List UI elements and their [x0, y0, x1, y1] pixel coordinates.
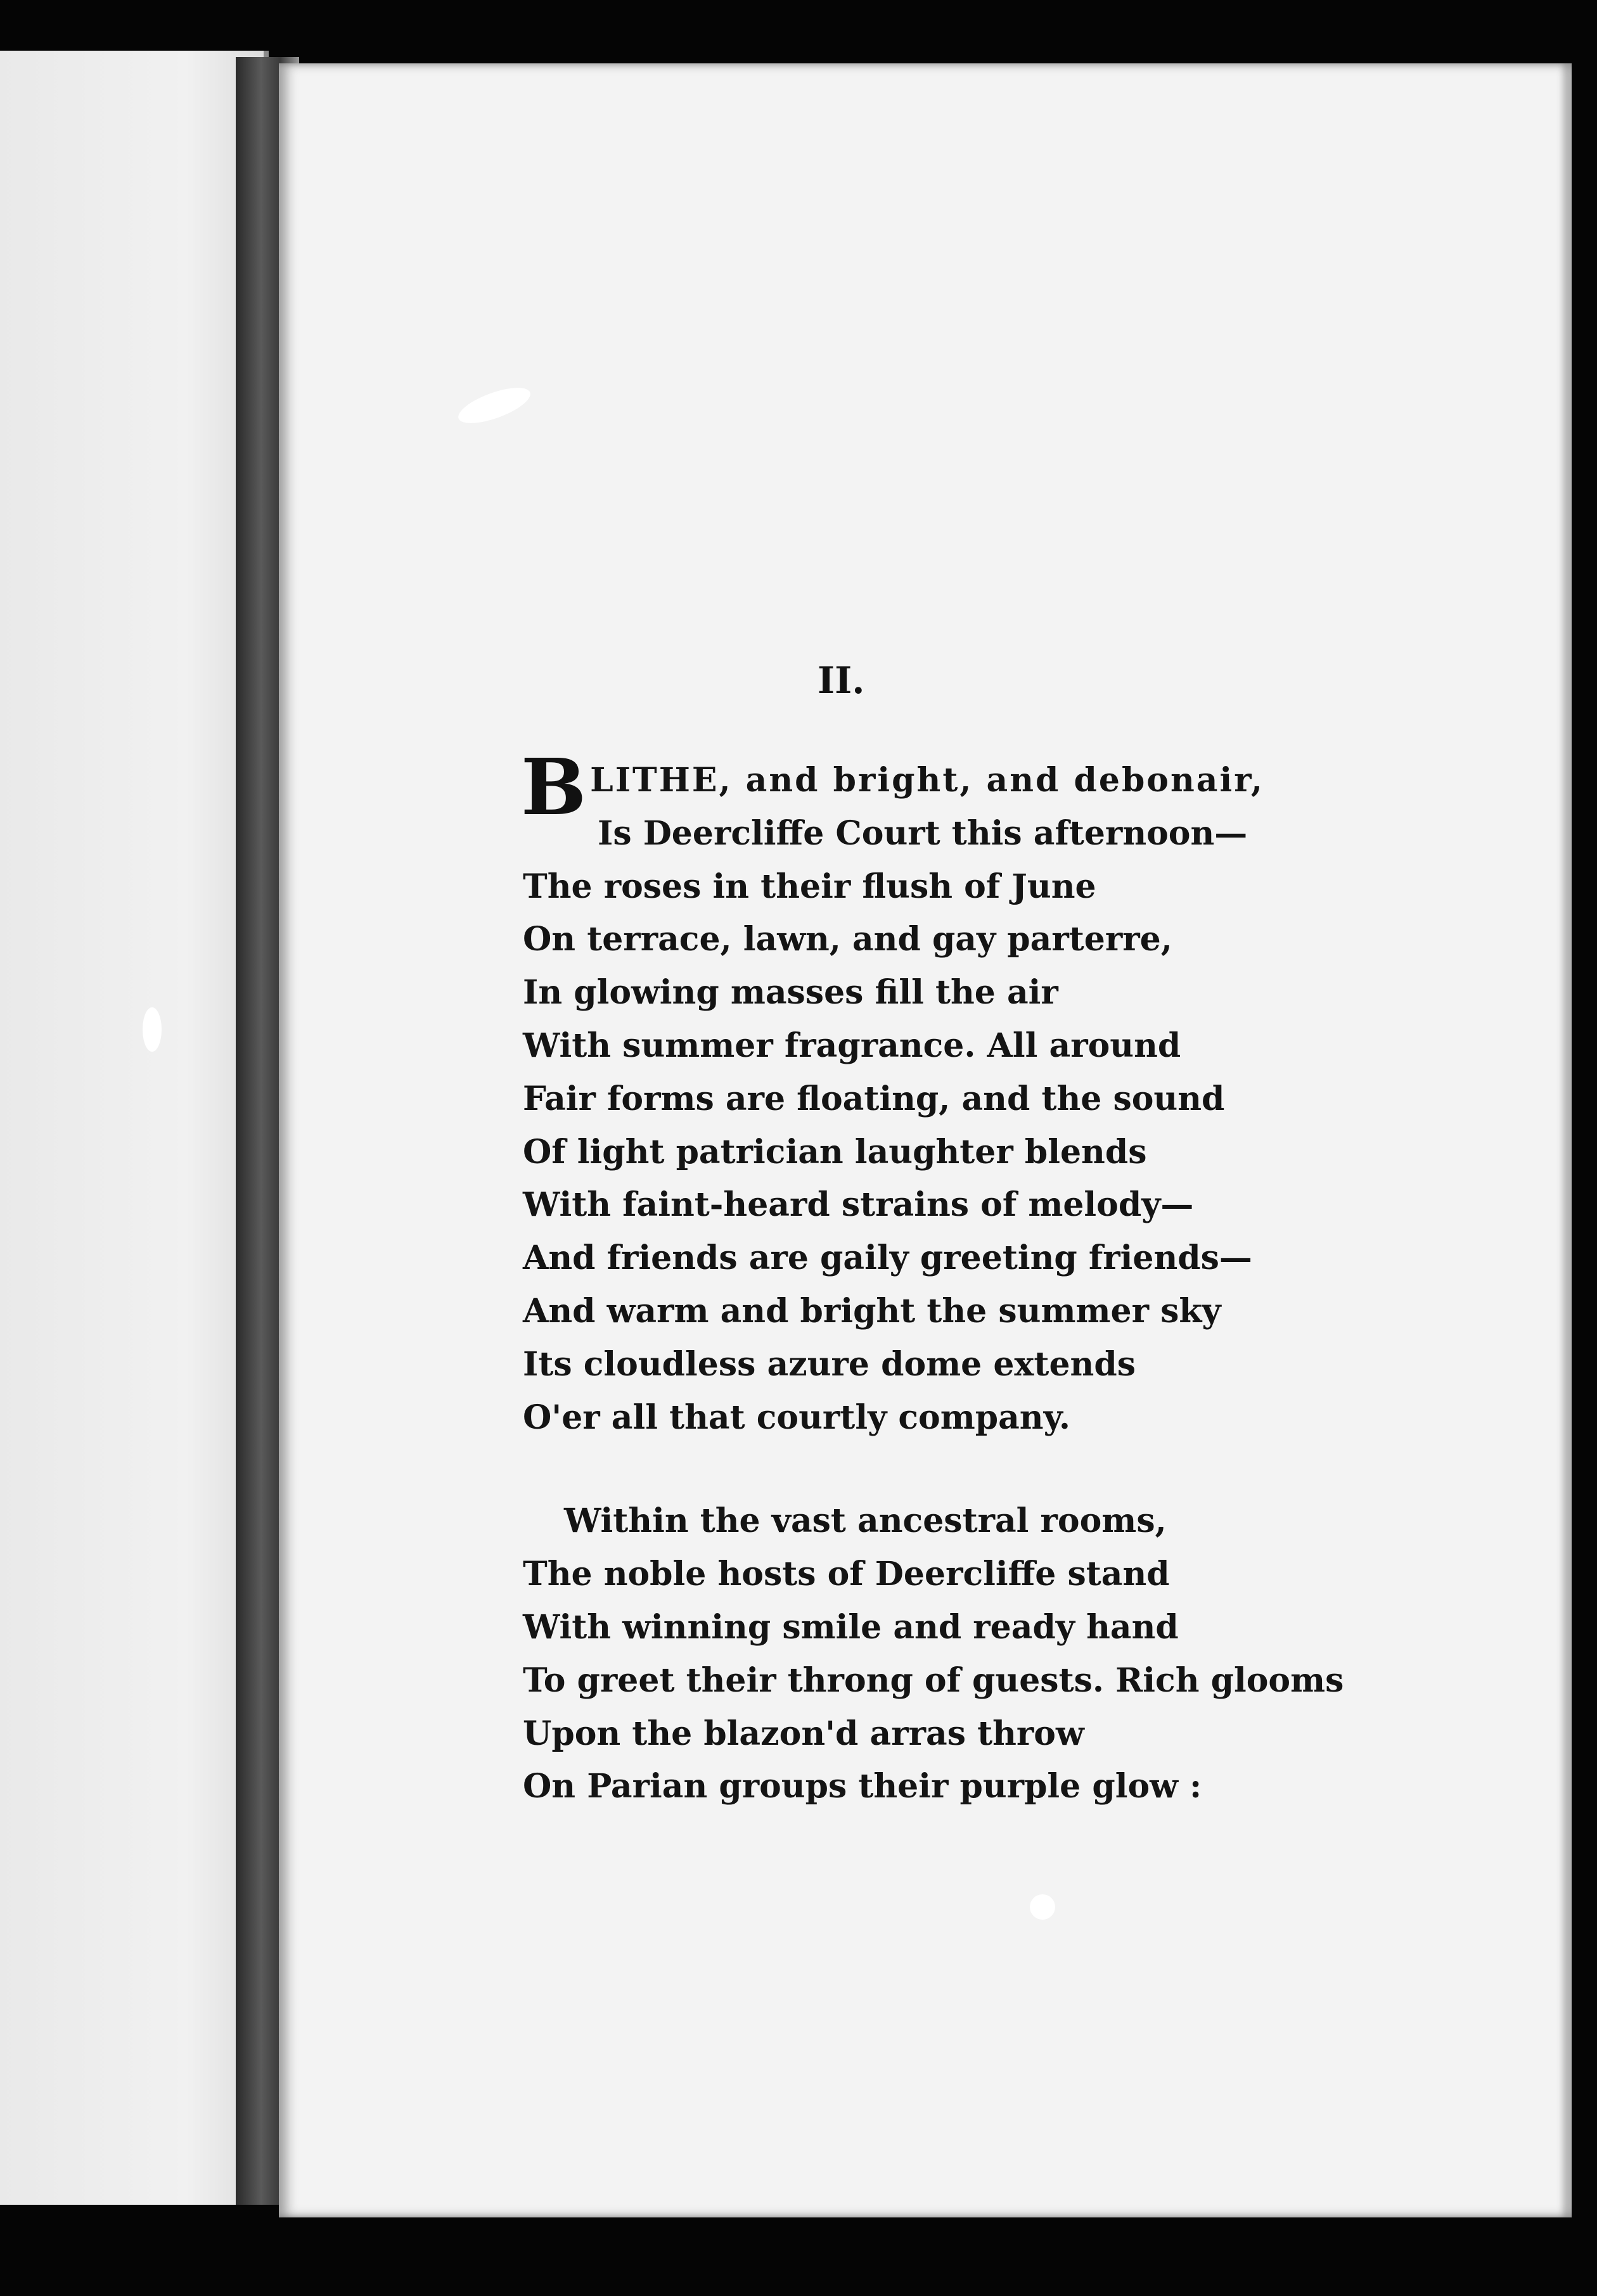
poem-line: The roses in their flush of June — [523, 867, 1096, 906]
poem-line: Of light patrician laughter blends — [523, 1132, 1147, 1171]
paper-speck — [143, 1007, 162, 1052]
drop-cap: B — [521, 741, 587, 832]
poem-line-1 — [521, 741, 1283, 832]
poem-line: Within the vast ancestral rooms, — [564, 1502, 1167, 1541]
poem-line: O'er all that courtly company. — [523, 1398, 1070, 1437]
poem-line: On terrace, lawn, and gay parterre, — [523, 920, 1172, 959]
poem-line: In glowing masses fill the air — [523, 973, 1058, 1012]
poem-line: With faint-heard strains of melody— — [523, 1185, 1194, 1225]
section-numeral: II. — [818, 659, 865, 702]
poem-line: With winning smile and ready hand — [523, 1607, 1179, 1647]
poem-line: Its cloudless azure dome extends — [523, 1344, 1136, 1384]
poem-text — [521, 741, 1344, 1813]
paper-speck — [1030, 1894, 1055, 1920]
poem-line: Upon the blazon'd arras throw — [523, 1714, 1084, 1753]
poem-line: The noble hosts of Deercliffe stand — [523, 1555, 1170, 1594]
facing-page — [0, 51, 266, 2205]
stanza-break — [523, 1444, 1283, 1495]
poem-line: On Parian groups their purple glow : — [523, 1767, 1202, 1806]
first-line-text: LITHE, and bright, and debonair, — [590, 761, 1264, 800]
poem-line: To greet their throng of guests. Rich glooms — [523, 1661, 1344, 1700]
poem-line: Fair forms are floating, and the sound — [523, 1079, 1225, 1118]
poem-line: Is Deercliffe Court this afternoon— — [598, 813, 1248, 853]
poem-line: And warm and bright the summer sky — [523, 1291, 1221, 1330]
poem-line: With summer fragrance. All around — [523, 1026, 1181, 1065]
poem-line: And friends are gaily greeting friends— — [523, 1239, 1252, 1278]
